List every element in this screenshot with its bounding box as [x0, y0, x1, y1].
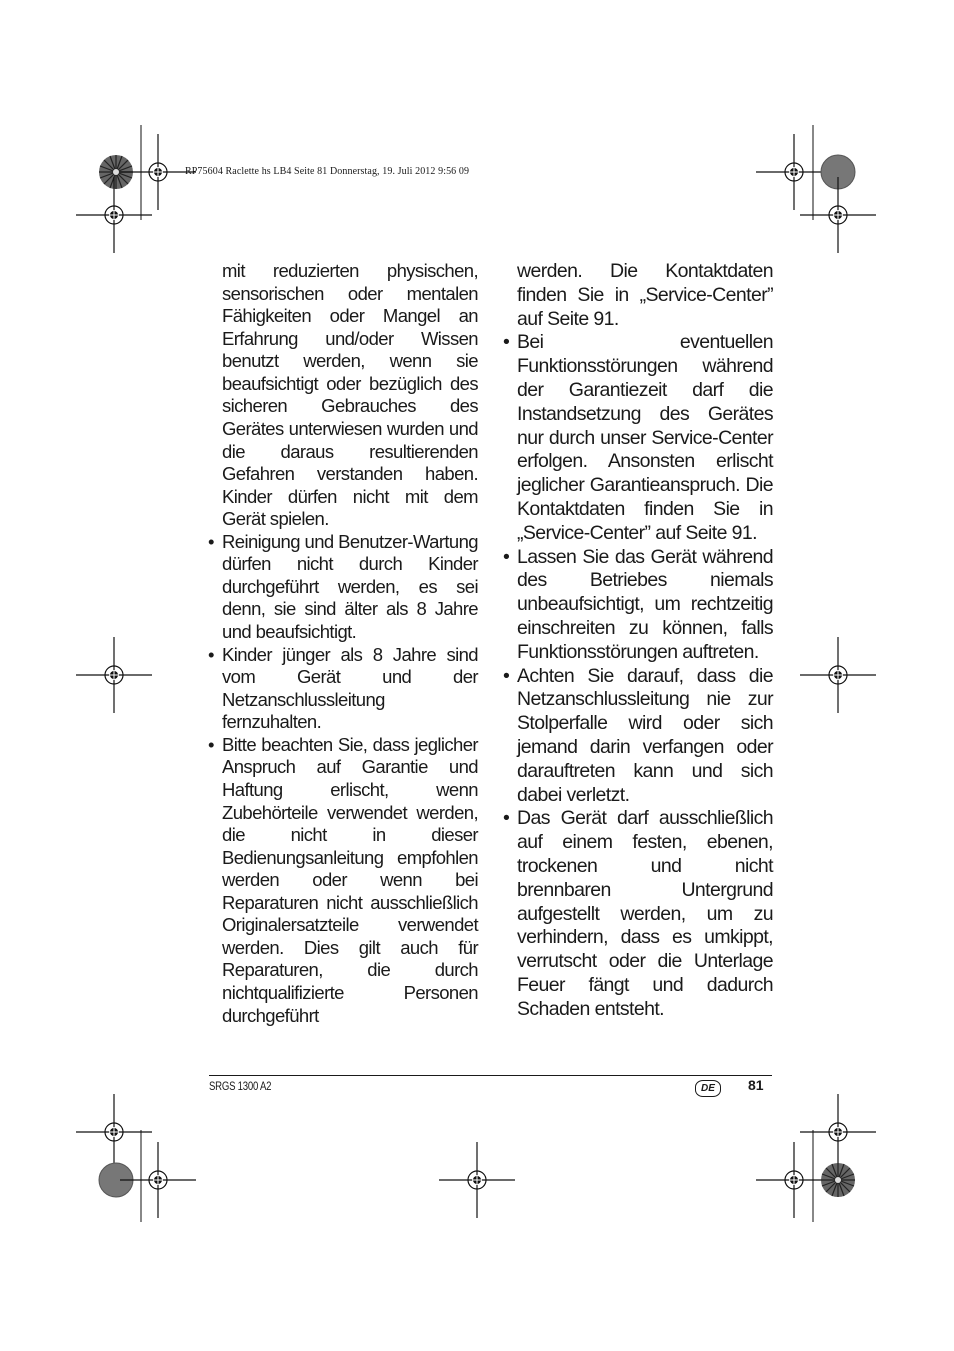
list-item-text: Bei eventuellen Funktionsstörungen während der Garantiezeit darf die Instandsetzung des Gerätes nur durch unser Service-Center erfolgen. Ansonsten erlischt jeglicher Garantieanspruch. Die Kontaktdaten finden Sie in „Service-Center” auf Seite 91. — [517, 331, 773, 544]
bullet-icon: • — [208, 733, 214, 755]
bullet-icon: • — [503, 331, 510, 354]
list-item-text: Reinigung und Benutzer-Wartung dürfen nicht durch Kinder durchgeführt werden, es sei denn, sie sind älter als 8 Jahre und beaufsichtigt. — [222, 530, 478, 642]
bullet-icon: • — [503, 545, 510, 568]
list-item-text: Lassen Sie das Gerät während des Betriebes niemals unbeaufsichtigt, um rechtzeitig einschreiten zu können, falls Funktionsstörungen auftreten. — [517, 545, 773, 663]
list-item — [503, 331, 773, 545]
language-badge: DE — [695, 1080, 721, 1097]
bullet-icon: • — [208, 643, 214, 665]
page-number: 81 — [748, 1077, 764, 1093]
bullet-icon: • — [503, 664, 510, 687]
list-item — [208, 530, 478, 644]
right-column — [503, 260, 773, 1022]
list-item-text: Kinder jünger als 8 Jahre sind vom Gerät und der Netzanschlussleitung fernzuhalten. — [222, 643, 478, 733]
right-intro-paragraph: werden. Die Kontaktdaten finden Sie in „Service-Center” auf Seite 91. — [517, 260, 773, 330]
print-header-line: RP75604 Raclette hs LB4 Seite 81 Donnerstag, 19. Juli 2012 9:56 09 — [185, 166, 470, 177]
list-item-text: Das Gerät darf ausschließlich auf einem festen, ebenen, trockenen und nicht brennbaren Untergrund aufgestellt werden, um zu verhindern, dass es umkippt, verrutscht oder die Unterlage Feuer fängt und dadurch Schaden entsteht. — [517, 807, 773, 1020]
list-item — [208, 733, 478, 1027]
footer-rule — [209, 1075, 772, 1076]
left-column — [208, 260, 478, 1027]
left-intro-paragraph: mit reduzierten physischen, sensorischen oder mentalen Fähigkeiten oder Mangel an Erfahrung und/oder Wissen benutzt werden, wenn sie beaufsichtigt oder bezüglich des sicheren Gebrauches des Gerätes unterwiesen wurden und die daraus resultierenden Gefahren verstanden haben. Kinder dürfen nicht mit dem Gerät spielen. — [222, 260, 478, 530]
list-item-text: Achten Sie darauf, dass die Netzanschlussleitung nie zur Stolperfalle wird oder sich jemand darin verfangen oder darauftreten kann und sich dabei verletzt. — [517, 664, 773, 806]
list-item — [503, 545, 773, 665]
bullet-icon: • — [503, 807, 510, 830]
list-item — [503, 807, 773, 1021]
bullet-icon: • — [208, 530, 214, 552]
footer-model-number: SRGS 1300 A2 — [209, 1079, 272, 1093]
list-item — [208, 643, 478, 734]
list-item — [503, 664, 773, 808]
list-item-text: Bitte beachten Sie, dass jeglicher Anspruch auf Garantie und Haftung erlischt, wenn Zubehörteile verwendet werden, die nicht in dieser Bedienungsanleitung empfohlen werden oder wenn bei Reparaturen nicht ausschließlich Originalersatzteile verwendet werden. Dies gilt auch für Reparaturen, die durch nichtqualifizierte Personen durchgeführt — [222, 733, 478, 1026]
